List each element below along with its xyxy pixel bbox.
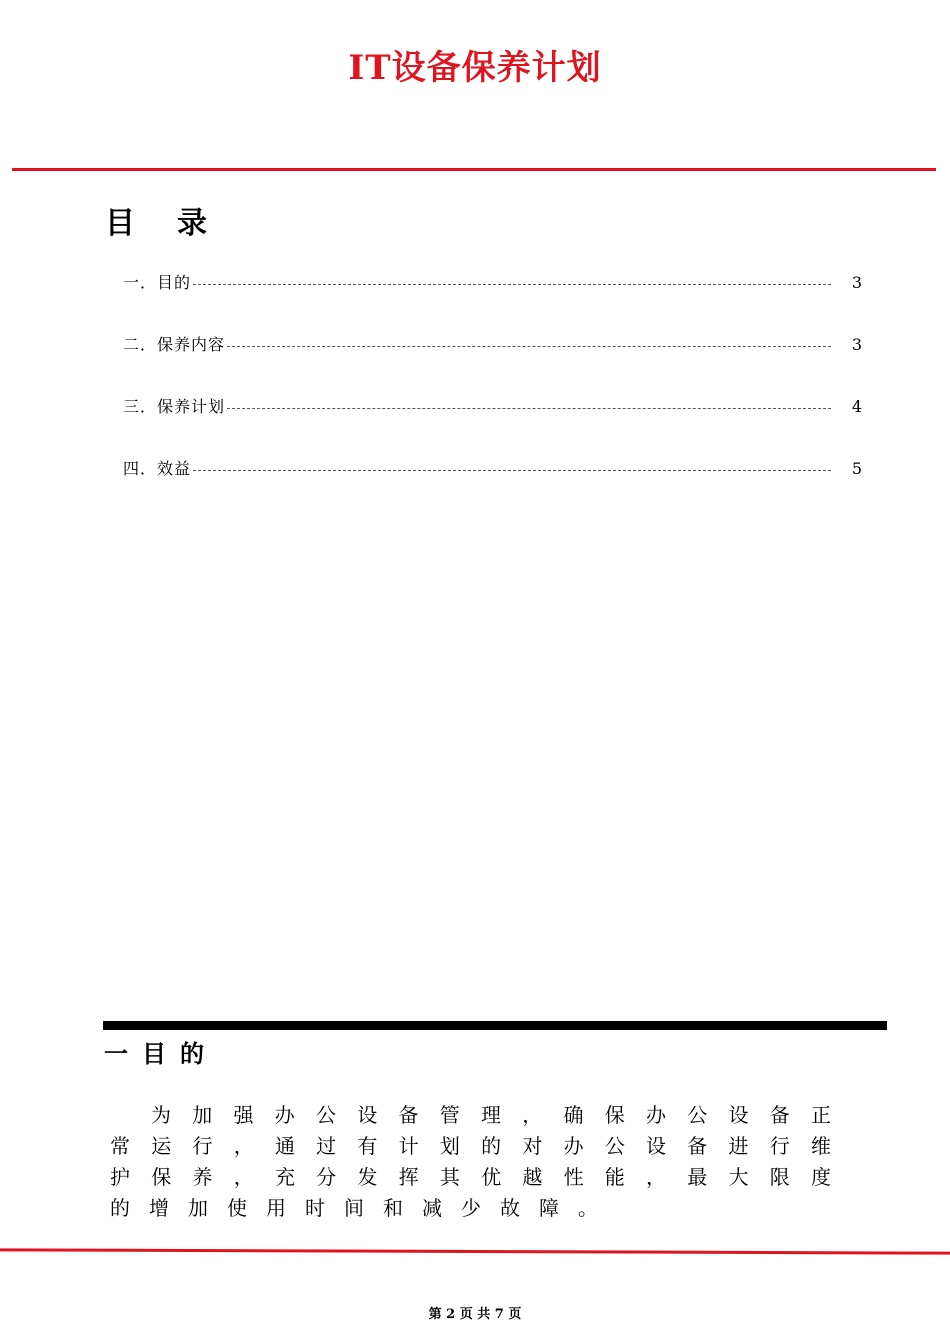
toc-item-page: 4 [851, 397, 863, 416]
toc-heading: 目录 [105, 206, 249, 241]
toc-item-page: 3 [851, 335, 863, 354]
section-body-text: 为加强办公设备管理，确保办公设备正常运行，通过有计划的对办公设备进行维护保养，充分发挥其优越性能，最大限度的增加使用时间和减少故障。 [110, 1103, 850, 1220]
toc-leader [227, 408, 831, 409]
toc-item[interactable] [123, 438, 863, 500]
bottom-red-divider [0, 1248, 950, 1254]
toc-item[interactable] [123, 252, 863, 314]
page-footer: 第 2 页 共 7 页 [428, 1307, 522, 1322]
toc-item-label: 一．目的 [123, 273, 192, 292]
toc-item[interactable] [123, 314, 863, 376]
top-red-divider [12, 168, 936, 171]
toc-item-label: 四．效益 [123, 459, 192, 478]
toc-item-label: 三．保养计划 [123, 397, 226, 416]
document-title: IT设备保养计划 [348, 48, 602, 88]
toc-list [123, 252, 863, 500]
section-black-bar [103, 1021, 887, 1030]
toc-item-page: 5 [851, 459, 863, 478]
toc-leader [193, 284, 831, 285]
toc-item-page: 3 [851, 273, 863, 292]
toc-item-label: 二．保养内容 [123, 335, 226, 354]
section-heading: 一目的 [104, 1040, 218, 1068]
toc-item[interactable] [123, 376, 863, 438]
toc-leader [193, 470, 831, 471]
toc-leader [227, 346, 831, 347]
